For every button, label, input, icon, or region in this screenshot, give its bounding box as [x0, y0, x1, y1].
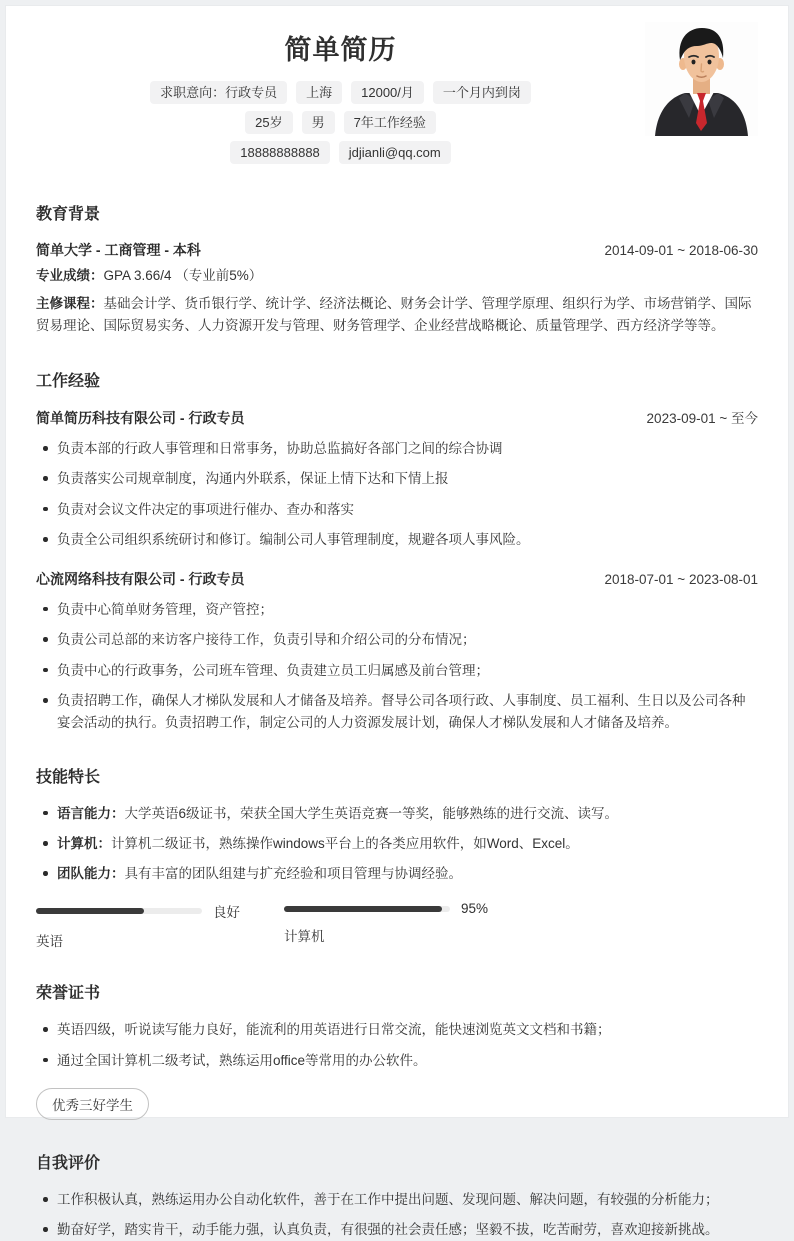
education-date: 2014-09-01 ~ 2018-06-30	[604, 243, 758, 258]
gpa-label: 专业成绩：	[36, 268, 104, 283]
job-bullet: 负责招聘工作，确保人才梯队发展和人才储备及培养。督导公司各项行政、人事制度、员工福利、生日以及公司各种宴会活动的执行。负责招聘工作，制定公司的人力资源发展计划，确保人才梯队发展和人才储备及培养。	[36, 690, 758, 734]
availability-pill: 一个月内到岗	[433, 81, 531, 104]
skill-label: 团队能力：	[57, 866, 125, 882]
evaluation-bullet-list	[36, 1189, 758, 1241]
evaluation-bullet: 勤奋好学，踏实肯干，动手能力强，认真负责，有很强的社会责任感；坚毅不拔，吃苦耐劳，喜欢迎接新挑战。	[36, 1219, 758, 1241]
phone-pill: 18888888888	[230, 141, 330, 164]
gpa-text: GPA 3.66/4 （专业前5%）	[103, 268, 263, 283]
evaluation-title: 自我评价	[36, 1155, 101, 1173]
section-evaluation	[36, 1150, 758, 1241]
skill-bars	[36, 901, 758, 950]
bar-line	[36, 901, 284, 921]
header-left	[36, 20, 645, 171]
section-skills	[36, 764, 758, 951]
resume-page	[5, 5, 789, 1238]
skill-bullet	[36, 833, 758, 855]
bar-line	[284, 901, 532, 916]
section-experience	[36, 368, 758, 734]
job-header-row	[36, 407, 758, 428]
job-bullet-list	[36, 599, 758, 734]
courses-line	[36, 293, 758, 338]
job-bullet-list	[36, 438, 758, 551]
job-bullet: 负责落实公司规章制度，沟通内外联系，保证上情下达和下情上报	[36, 468, 758, 490]
salary-pill: 12000/月	[351, 81, 424, 104]
courses-label: 主修课程：	[36, 295, 104, 311]
job-header-row	[36, 569, 758, 589]
profile-photo	[645, 22, 758, 136]
skill-label: 计算机：	[57, 836, 111, 852]
bar-fill	[284, 906, 442, 912]
job-bullet: 负责对会议文件决定的事项进行催办、查办和落实	[36, 499, 758, 521]
skill-bullet	[36, 863, 758, 885]
school-degree: 简单大学 - 工商管理 - 本科	[36, 242, 201, 258]
job-date: 2023-09-01 ~ 至今	[646, 411, 758, 427]
honors-bullet-list	[36, 1019, 758, 1071]
evaluation-bullet: 工作积极认真，熟练运用办公自动化软件，善于在工作中提出问题、发现问题、解决问题，有较强的分析能力；	[36, 1189, 758, 1211]
resume-header	[36, 20, 758, 171]
experience-title: 工作经验	[36, 373, 101, 391]
bar-track	[284, 906, 450, 912]
skill-label: 语言能力：	[57, 805, 125, 821]
skill-text: 大学英语6级证书，荣获全国大学生英语竞赛一等奖，能够熟练的进行交流、读写。	[124, 805, 619, 821]
skill-text: 计算机二级证书，熟练操作windows平台上的各类应用软件，如Word、Excel。	[111, 836, 579, 852]
skill-bar-computer	[284, 901, 532, 950]
bar-value: 95%	[461, 901, 489, 917]
bar-name: 计算机	[284, 929, 325, 945]
job-date: 2018-07-01 ~ 2023-08-01	[604, 571, 758, 587]
gender-pill: 男	[302, 111, 335, 134]
education-title: 教育背景	[36, 206, 101, 223]
section-honors	[36, 980, 758, 1120]
education-header-row	[36, 240, 758, 260]
job-intent-pill: 求职意向：行政专员	[150, 81, 287, 104]
skills-title: 技能特长	[36, 768, 101, 786]
job-bullet: 负责中心的行政事务，公司班车管理、负责建立员工归属感及前台管理；	[36, 660, 758, 682]
skill-bullet	[36, 803, 758, 825]
job-bullet: 负责中心简单财务管理，资产管控；	[36, 599, 758, 621]
bar-value: 良好	[213, 905, 240, 921]
job-bullet: 负责公司总部的来访客户接待工作，负责引导和介绍公司的分布情况；	[36, 629, 758, 651]
bar-track	[36, 908, 202, 914]
section-education	[36, 201, 758, 338]
skills-bullet-list	[36, 803, 758, 886]
skill-bar-english	[36, 901, 284, 950]
pill-row-2	[36, 111, 645, 134]
job-bullet: 负责全公司组织系统研讨和修订。编制公司人事管理制度，规避各项人事风险。	[36, 529, 758, 551]
page-title: 简单简历	[284, 35, 397, 65]
pill-row-3	[36, 141, 645, 164]
skill-text: 具有丰富的团队组建与扩充经验和项目管理与协调经验。	[124, 866, 462, 882]
bar-name: 英语	[36, 934, 63, 950]
job-company: 简单简历科技有限公司 - 行政专员	[36, 410, 245, 427]
email-pill: jdjianli@qq.com	[339, 141, 451, 164]
job-entry	[36, 569, 758, 734]
honor-bullet: 英语四级，听说读写能力良好，能流利的用英语进行日常交流，能快速浏览英文文档和书籍；	[36, 1019, 758, 1041]
job-company: 心流网络科技有限公司 - 行政专员	[36, 570, 245, 587]
honors-title: 荣誉证书	[36, 985, 101, 1003]
city-pill: 上海	[296, 81, 342, 104]
bar-fill	[36, 908, 144, 914]
pill-row-1	[36, 81, 645, 104]
experience-pill: 7年工作经验	[344, 111, 436, 134]
job-entry	[36, 407, 758, 551]
honor-bullet: 通过全国计算机二级考试，熟练运用office等常用的办公软件。	[36, 1050, 758, 1072]
age-pill: 25岁	[245, 111, 292, 134]
job-bullet: 负责本部的行政人事管理和日常事务，协助总监搞好各部门之间的综合协调	[36, 438, 758, 460]
gpa-line	[36, 265, 758, 288]
courses-text: 基础会计学、货币银行学、统计学、经济法概论、财务会计学、管理学原理、组织行为学、市场营销学、国际贸易理论、国际贸易实务、人力资源开发与管理、财务管理学、企业经营战略概论、质量管理学、西方经济学等等。	[36, 295, 752, 334]
honor-badge: 优秀三好学生	[36, 1088, 149, 1120]
